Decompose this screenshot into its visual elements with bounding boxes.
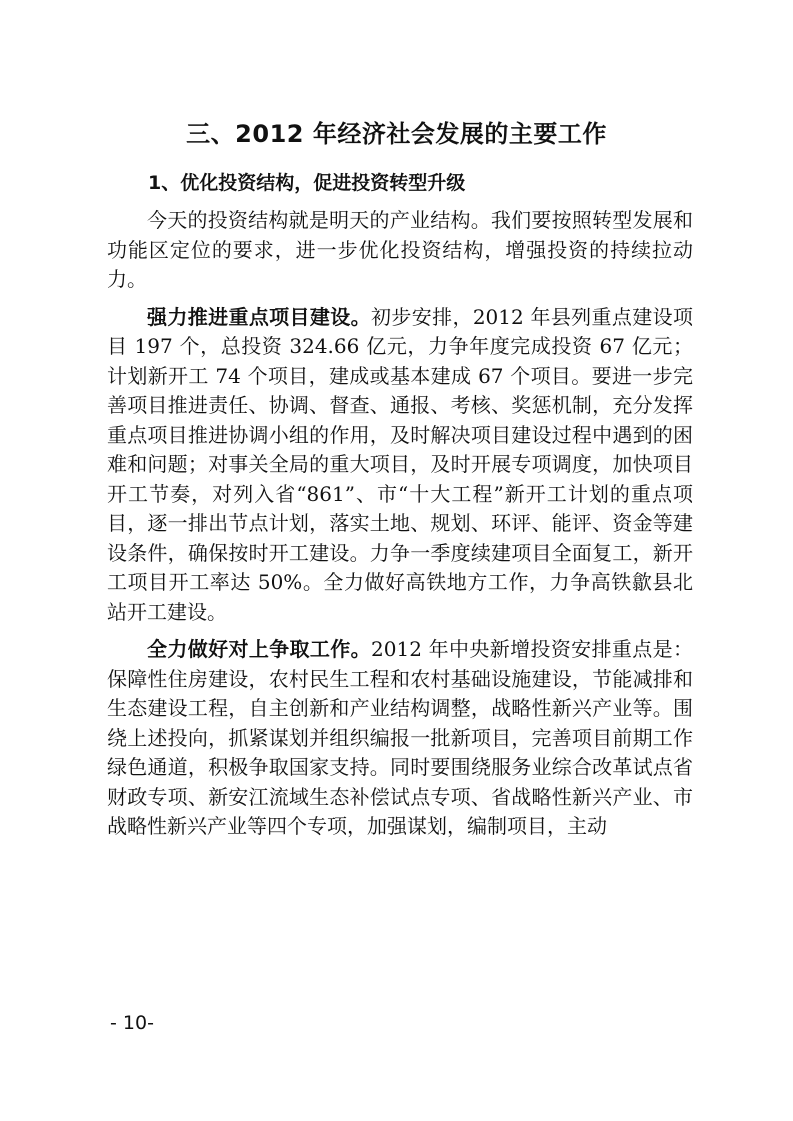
paragraph-2	[107, 303, 693, 628]
subheading: 1、优化投资结构，促进投资转型升级	[148, 172, 466, 194]
paragraph-1-text: 今天的投资结构就是明天的产业结构。我们要按照转型发展和功能区定位的要求，进一步优化投资结构，增强投资的持续拉动力。	[107, 208, 693, 291]
paragraph-3	[107, 635, 693, 842]
section-title: 三、2012 年经济社会发展的主要工作	[186, 120, 607, 148]
paragraph-3-lead: 全力做好对上争取工作。	[147, 637, 372, 661]
paragraph-2-text: 初步安排，2012 年县列重点建设项目 197 个，总投资 324.66 亿元，力争年度完成投资 67 亿元；计划新开工 74 个项目，建成或基本建成 67 个项目。要进一步完善项目推进责任、协调、督查、通报、考核、奖惩机制，充分发挥重点项目推进协调小组的作用，及时解决项目建设过程中遇到的困难和问题；对事关全局的重大项目，及时开展专项调度，加快项目开工节奏，对列入省“861”、市“十大工程”新开工计划的重点项目，逐一排出节点计划，落实土地、规划、环评、能评、资金等建设条件，确保按时开工建设。力争一季度续建项目全面复工，新开工项目开工率达 50%。全力做好高铁地方工作，力争高铁歙县北站开工建设。	[107, 304, 694, 624]
paragraph-3-text: 2012 年中央新增投资安排重点是：保障性住房建设，农村民生工程和农村基础设施建设，节能减排和生态建设工程，自主创新和产业结构调整，战略性新兴产业等。围绕上述投向，抓紧谋划并组织编报一批新项目，完善项目前期工作绿色通道，积极争取国家支持。同时要围绕服务业综合改革试点省财政专项、新安江流域生态补偿试点专项、省战略性新兴产业、市战略性新兴产业等四个专项，加强谋划，编制项目，主动	[107, 637, 694, 838]
paragraph-1	[107, 206, 693, 295]
page-number: - 10-	[110, 1012, 154, 1034]
body-text	[107, 206, 693, 842]
paragraph-2-lead: 强力推进重点项目建设。	[147, 304, 372, 329]
